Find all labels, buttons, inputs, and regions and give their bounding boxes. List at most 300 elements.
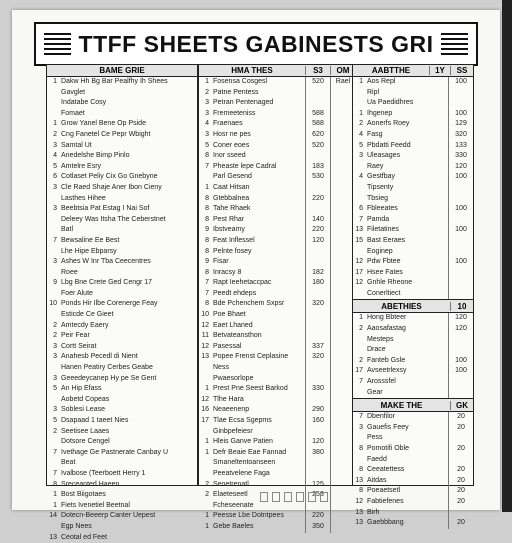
row-number bbox=[47, 225, 61, 236]
row-number: 10 bbox=[49, 300, 57, 308]
row-number: 3 bbox=[53, 141, 57, 149]
table-row bbox=[47, 321, 197, 332]
row-label: Fomaet bbox=[61, 109, 85, 117]
row-number: 3 bbox=[53, 183, 57, 191]
row-number: 13 bbox=[355, 508, 363, 516]
row-label: Pasessal bbox=[213, 342, 242, 350]
row-label: Anahesb Pecedl di Nient bbox=[61, 353, 138, 361]
table-row bbox=[47, 342, 197, 353]
table-row bbox=[47, 183, 197, 194]
row-number: 8 bbox=[53, 480, 57, 488]
row-label: Aos Repl bbox=[367, 78, 396, 85]
row-label: Betvateansthon bbox=[213, 332, 262, 340]
row-value: 20 bbox=[448, 476, 473, 487]
table-row bbox=[47, 109, 197, 120]
row-value bbox=[305, 363, 330, 374]
table-row bbox=[47, 331, 197, 342]
row-value bbox=[305, 88, 330, 99]
row-number: 4 bbox=[359, 130, 363, 138]
row-number: 1 bbox=[53, 120, 57, 128]
row-value bbox=[448, 236, 473, 247]
row-value: 120 bbox=[305, 437, 330, 448]
row-label: Seoetrenatl bbox=[213, 480, 249, 488]
row-label: Geeedeycanep Hy pe Se Gent bbox=[61, 374, 157, 382]
row-value bbox=[305, 289, 330, 300]
row-value: 320 bbox=[305, 299, 330, 310]
row-value bbox=[448, 268, 473, 279]
row-label: Popee Frenst Ceplasine bbox=[213, 353, 289, 361]
footer-mark bbox=[296, 492, 304, 502]
row-number bbox=[47, 215, 61, 226]
row-label: Lasthes Hihee bbox=[61, 194, 106, 202]
row-value bbox=[305, 204, 330, 215]
table-row bbox=[199, 247, 355, 258]
table-row bbox=[47, 278, 197, 289]
row-number: 8 bbox=[359, 445, 363, 452]
row-label: Roee bbox=[61, 268, 78, 276]
row-label: Lhe Hipe Ebparsy bbox=[61, 247, 117, 255]
row-value-2: Rael bbox=[330, 77, 355, 88]
column-1-header bbox=[47, 65, 197, 77]
row-number: 9 bbox=[53, 279, 57, 287]
row-label: Dakw Hh Bg Bar Pealfhy Ih Shees bbox=[61, 78, 168, 85]
table-row bbox=[47, 119, 197, 130]
row-number: 13 bbox=[355, 476, 363, 484]
row-number: 8 bbox=[359, 487, 363, 495]
row-number: 6 bbox=[359, 205, 363, 213]
row-number: 2 bbox=[359, 356, 363, 364]
table-row bbox=[353, 109, 473, 120]
row-number: 16 bbox=[201, 406, 209, 414]
table-row bbox=[199, 395, 355, 406]
row-number bbox=[199, 427, 213, 438]
table-row bbox=[47, 501, 197, 512]
row-number: 3 bbox=[205, 99, 209, 107]
row-number bbox=[47, 310, 61, 321]
row-number: 1 bbox=[205, 438, 209, 446]
table-row bbox=[47, 215, 197, 226]
column-3-sub2-label: ABETHIES bbox=[381, 301, 422, 311]
row-value bbox=[448, 289, 473, 300]
row-number bbox=[353, 98, 367, 109]
row-label: Gtebbalnea bbox=[213, 194, 250, 202]
row-value: 330 bbox=[305, 384, 330, 395]
row-number: 8 bbox=[205, 268, 209, 276]
row-number: 3 bbox=[53, 342, 57, 350]
row-number: 2 bbox=[205, 491, 209, 499]
row-label: Petran Pentenaged bbox=[213, 99, 274, 107]
row-value bbox=[448, 88, 473, 99]
row-label: Hanen Peatiry Cerbes Geabe bbox=[61, 364, 153, 372]
row-label: Ashes W Inr Tba Ceecentres bbox=[61, 258, 151, 266]
row-number: 1 bbox=[359, 109, 363, 117]
table-row bbox=[47, 469, 197, 480]
row-number bbox=[199, 501, 213, 512]
table-row bbox=[199, 236, 355, 247]
row-value bbox=[305, 247, 330, 258]
row-label: Fbleeates bbox=[367, 205, 398, 213]
row-label: Ponds Hir Ilbe Corenerge Feay bbox=[61, 300, 158, 308]
row-label: Lbg Bne Crete Ged Cengr 17 bbox=[61, 279, 153, 287]
dark-edge bbox=[502, 0, 512, 512]
row-value: 320 bbox=[305, 352, 330, 363]
row-number bbox=[47, 109, 61, 120]
row-number: 2 bbox=[53, 130, 57, 138]
table-row bbox=[47, 405, 197, 416]
row-number: 12 bbox=[201, 342, 209, 350]
row-number: 3 bbox=[53, 374, 57, 382]
row-label: Hsee Fates bbox=[367, 268, 403, 276]
row-number: 5 bbox=[205, 141, 209, 149]
footer-marks bbox=[260, 492, 440, 506]
row-number: 1 bbox=[205, 385, 209, 393]
row-number: 12 bbox=[355, 258, 363, 266]
row-value bbox=[305, 321, 330, 332]
row-value: 183 bbox=[305, 162, 330, 173]
row-value: 380 bbox=[305, 448, 330, 459]
row-label: Tbsieg bbox=[367, 194, 389, 202]
row-label: Gauefis Feey bbox=[367, 423, 409, 431]
table-row bbox=[199, 289, 355, 300]
row-value: 100 bbox=[448, 109, 473, 120]
row-value: 530 bbox=[305, 172, 330, 183]
row-label: Ceotal ed Feet bbox=[61, 533, 107, 541]
row-value: 20 bbox=[448, 518, 473, 529]
row-number: 12 bbox=[201, 395, 209, 403]
row-value bbox=[448, 388, 473, 399]
row-label: Fraenaes bbox=[213, 120, 243, 128]
footer-mark bbox=[284, 492, 292, 502]
table-row bbox=[199, 172, 355, 183]
table-row bbox=[199, 183, 355, 194]
row-value bbox=[448, 377, 473, 388]
row-number: 9 bbox=[205, 258, 209, 266]
table-row bbox=[353, 423, 473, 434]
row-number bbox=[47, 194, 61, 205]
table-row bbox=[47, 352, 197, 363]
row-number: 7 bbox=[359, 215, 363, 223]
row-value: 120 bbox=[448, 324, 473, 335]
table-row bbox=[353, 119, 473, 130]
row-number: 17 bbox=[355, 367, 363, 375]
row-number: 7 bbox=[359, 413, 363, 421]
row-number: 2 bbox=[53, 427, 57, 435]
row-number bbox=[47, 98, 61, 109]
row-number: 7 bbox=[205, 162, 209, 170]
table-row bbox=[199, 88, 355, 99]
table-row bbox=[47, 162, 197, 173]
footer-mark bbox=[308, 492, 316, 502]
table-row bbox=[199, 162, 355, 173]
row-value bbox=[305, 310, 330, 321]
row-value-2 bbox=[330, 522, 355, 533]
row-label: Fasg bbox=[367, 130, 383, 138]
row-label: Pest Rhar bbox=[213, 215, 245, 223]
row-value bbox=[305, 257, 330, 268]
row-value: 120 bbox=[448, 162, 473, 173]
table-row bbox=[353, 183, 473, 194]
table-row bbox=[353, 508, 473, 519]
row-label: Drace bbox=[367, 346, 386, 354]
table-row bbox=[199, 427, 355, 438]
row-number: 8 bbox=[205, 194, 209, 202]
table-row bbox=[47, 416, 197, 427]
row-value: 120 bbox=[305, 236, 330, 247]
row-label: Mesteps bbox=[367, 335, 394, 343]
row-label: Eaet Lhaned bbox=[213, 321, 253, 329]
row-number bbox=[353, 345, 367, 356]
row-number: 7 bbox=[205, 279, 209, 287]
row-value bbox=[305, 374, 330, 385]
table-row bbox=[199, 225, 355, 236]
row-number: 17 bbox=[355, 268, 363, 276]
row-number bbox=[353, 289, 367, 300]
row-label: Fanteb Gsle bbox=[367, 356, 406, 364]
row-label: Birh bbox=[367, 508, 380, 516]
row-value: 20 bbox=[448, 497, 473, 508]
row-label: Aobetd Copeas bbox=[61, 395, 110, 403]
row-value: 620 bbox=[305, 130, 330, 141]
table-row bbox=[353, 313, 473, 324]
row-label: Peeatvelene Faga bbox=[213, 469, 270, 477]
row-number: 1 bbox=[205, 78, 209, 85]
row-number: 5 bbox=[53, 162, 57, 170]
column-3-header-label: AABTTHE bbox=[371, 66, 411, 75]
row-value: 182 bbox=[305, 268, 330, 279]
column-2-header-val: S3 bbox=[305, 66, 330, 75]
row-label: Tlhe Hara bbox=[213, 395, 244, 403]
table-row bbox=[199, 98, 355, 109]
row-label: Neaeenenp bbox=[213, 406, 250, 414]
row-value: 520 bbox=[305, 141, 330, 152]
row-value: 125 bbox=[305, 480, 330, 491]
row-number bbox=[353, 194, 367, 205]
row-value: 100 bbox=[448, 257, 473, 268]
table-row bbox=[353, 518, 473, 529]
table-row bbox=[199, 363, 355, 374]
row-value: 253 bbox=[305, 490, 330, 501]
row-number: 4 bbox=[359, 173, 363, 181]
row-value: 220 bbox=[305, 194, 330, 205]
row-number: 3 bbox=[53, 258, 57, 266]
table-row bbox=[353, 247, 473, 258]
row-label: Arosssfel bbox=[367, 378, 396, 386]
row-value: 133 bbox=[448, 141, 473, 152]
row-label: Raey bbox=[367, 162, 384, 170]
row-number: 9 bbox=[205, 226, 209, 234]
row-label: Gnhle Rheone bbox=[367, 279, 413, 287]
table-row bbox=[199, 448, 355, 459]
row-label: Tipsenty bbox=[367, 183, 394, 191]
table-row bbox=[47, 247, 197, 258]
row-number: 12 bbox=[355, 279, 363, 287]
table-row bbox=[353, 412, 473, 423]
row-label: Prest Pne Seest Barkod bbox=[213, 385, 288, 393]
row-value: 20 bbox=[448, 465, 473, 476]
row-number: 2 bbox=[205, 480, 209, 488]
row-number: 3 bbox=[53, 406, 57, 414]
column-3-sub3-header bbox=[353, 398, 473, 412]
table-row bbox=[47, 490, 197, 501]
row-number bbox=[353, 88, 367, 99]
row-number: 12 bbox=[355, 497, 363, 505]
row-label: Smaneltentoanseen bbox=[213, 459, 276, 467]
row-number: 2 bbox=[53, 321, 57, 329]
row-label: Grow Yanel Bene Op Pside bbox=[61, 120, 146, 128]
row-label: Conerltiect bbox=[367, 289, 401, 297]
row-number: 1 bbox=[53, 501, 57, 509]
table-row bbox=[47, 363, 197, 374]
table-row bbox=[353, 98, 473, 109]
row-label: Ness bbox=[213, 364, 229, 372]
row-value: 330 bbox=[448, 151, 473, 162]
row-label: Pbdatti Feedd bbox=[367, 141, 411, 149]
table-row bbox=[199, 321, 355, 332]
row-label: Cotlaset Peliy Cix Go Gnebyne bbox=[61, 173, 158, 181]
row-number: 2 bbox=[359, 325, 363, 333]
column-3-header-val2: SS bbox=[450, 66, 473, 75]
row-number: 14 bbox=[49, 512, 57, 520]
row-label: Tlae Ecsa Sgepms bbox=[213, 417, 272, 424]
table-row bbox=[353, 141, 473, 152]
table-row bbox=[353, 455, 473, 466]
row-label: Soblesi Lease bbox=[61, 406, 105, 414]
row-number: 13 bbox=[355, 519, 363, 527]
row-number: 3 bbox=[359, 423, 363, 431]
row-value bbox=[448, 335, 473, 346]
row-label: Elaeteseetl bbox=[213, 491, 248, 499]
table-row bbox=[199, 511, 355, 522]
row-label: Parl Gesend bbox=[213, 173, 252, 181]
table-row bbox=[47, 141, 197, 152]
row-value: 20 bbox=[448, 412, 473, 423]
table-row bbox=[353, 194, 473, 205]
table-row bbox=[47, 374, 197, 385]
row-label: Gestfbay bbox=[367, 173, 396, 181]
row-number bbox=[47, 88, 61, 99]
table-row bbox=[353, 225, 473, 236]
row-number bbox=[199, 172, 213, 183]
row-label: Poe Bhaet bbox=[213, 311, 246, 319]
row-number: 7 bbox=[53, 236, 57, 244]
table-row bbox=[353, 377, 473, 388]
row-number bbox=[199, 469, 213, 480]
table-row bbox=[47, 236, 197, 247]
table-row bbox=[199, 215, 355, 226]
row-label: Bast Eeraes bbox=[367, 236, 406, 244]
row-value: 100 bbox=[448, 204, 473, 215]
row-value bbox=[305, 183, 330, 194]
row-value bbox=[305, 395, 330, 406]
table-row bbox=[353, 335, 473, 346]
row-number: 8 bbox=[205, 205, 209, 213]
row-label: Beat bbox=[61, 459, 76, 467]
row-number: 2 bbox=[205, 88, 209, 96]
row-value: 129 bbox=[448, 119, 473, 130]
row-value bbox=[448, 98, 473, 109]
row-number: 3 bbox=[205, 109, 209, 117]
row-label: Samtal Ut bbox=[61, 141, 92, 149]
row-label: Aonerfs Roey bbox=[367, 120, 410, 128]
table-row bbox=[199, 257, 355, 268]
row-label: Deleey Was Itsha The Ceberstnet bbox=[61, 215, 166, 223]
table-row bbox=[199, 416, 355, 427]
row-number: 2 bbox=[359, 120, 363, 128]
table-row bbox=[47, 225, 197, 236]
row-label: Fcheseenate bbox=[213, 501, 254, 509]
column-2-header-label: HMA THES bbox=[231, 66, 273, 75]
row-label: Hosr ne pes bbox=[213, 130, 251, 138]
row-number: 1 bbox=[205, 522, 209, 530]
row-label: An Hip Efass bbox=[61, 385, 102, 393]
row-number: 5 bbox=[53, 385, 57, 393]
table-row bbox=[47, 448, 197, 459]
column-2-header-val2: OM bbox=[330, 66, 355, 75]
row-value: 100 bbox=[448, 356, 473, 367]
table-row bbox=[47, 522, 197, 533]
row-number: 10 bbox=[201, 311, 209, 319]
column-3-header-val: 1Y bbox=[429, 66, 450, 75]
row-number: 17 bbox=[201, 417, 209, 424]
row-number bbox=[353, 388, 367, 399]
table-row bbox=[199, 384, 355, 395]
row-label: Amtecdy Eaery bbox=[61, 321, 109, 329]
row-value bbox=[448, 278, 473, 289]
row-label: Ripl bbox=[367, 88, 380, 96]
table-row bbox=[353, 433, 473, 444]
row-label: Eoginep bbox=[367, 247, 393, 255]
table-row bbox=[47, 194, 197, 205]
row-value: 220 bbox=[305, 225, 330, 236]
title-bar bbox=[34, 22, 478, 66]
row-number: 7 bbox=[205, 289, 209, 297]
row-label: Poeaetsetl bbox=[367, 487, 401, 495]
table-row bbox=[199, 194, 355, 205]
row-number: 8 bbox=[205, 247, 209, 255]
row-number: 5 bbox=[359, 141, 363, 149]
column-3-sub2-header bbox=[353, 299, 473, 313]
row-number: 12 bbox=[201, 321, 209, 329]
row-value bbox=[448, 455, 473, 466]
column-3 bbox=[352, 64, 474, 527]
row-value bbox=[448, 508, 473, 519]
row-label: Pomotifi Oble bbox=[367, 445, 410, 452]
row-label: Inor sseed bbox=[213, 152, 246, 160]
row-label: Fisar bbox=[213, 258, 229, 266]
table-row bbox=[199, 130, 355, 141]
column-3-header bbox=[353, 65, 473, 77]
row-label: Sreceanted Haeen bbox=[61, 480, 120, 488]
row-label: Ginbpefeiesr bbox=[213, 427, 253, 435]
table-row bbox=[353, 172, 473, 183]
row-number bbox=[47, 289, 61, 300]
table-row bbox=[353, 388, 473, 399]
row-value bbox=[448, 247, 473, 258]
footer-mark bbox=[272, 492, 280, 502]
row-label: Aaosafastag bbox=[367, 325, 406, 333]
row-label: Cng Fanetel Ce Pepr Wbight bbox=[61, 130, 151, 138]
row-value bbox=[448, 183, 473, 194]
row-label: Uleasages bbox=[367, 152, 401, 160]
row-number bbox=[47, 458, 61, 469]
row-label: Bewsaline Ee Best bbox=[61, 236, 120, 244]
table-row bbox=[199, 151, 355, 162]
row-label: Ivethage Ge Pastnerate Canbay U bbox=[61, 448, 169, 456]
row-label: Defr Beaie Eae Fannad bbox=[213, 448, 287, 456]
footer-mark bbox=[320, 492, 328, 502]
table-row bbox=[47, 299, 197, 310]
row-number: 3 bbox=[205, 130, 209, 138]
